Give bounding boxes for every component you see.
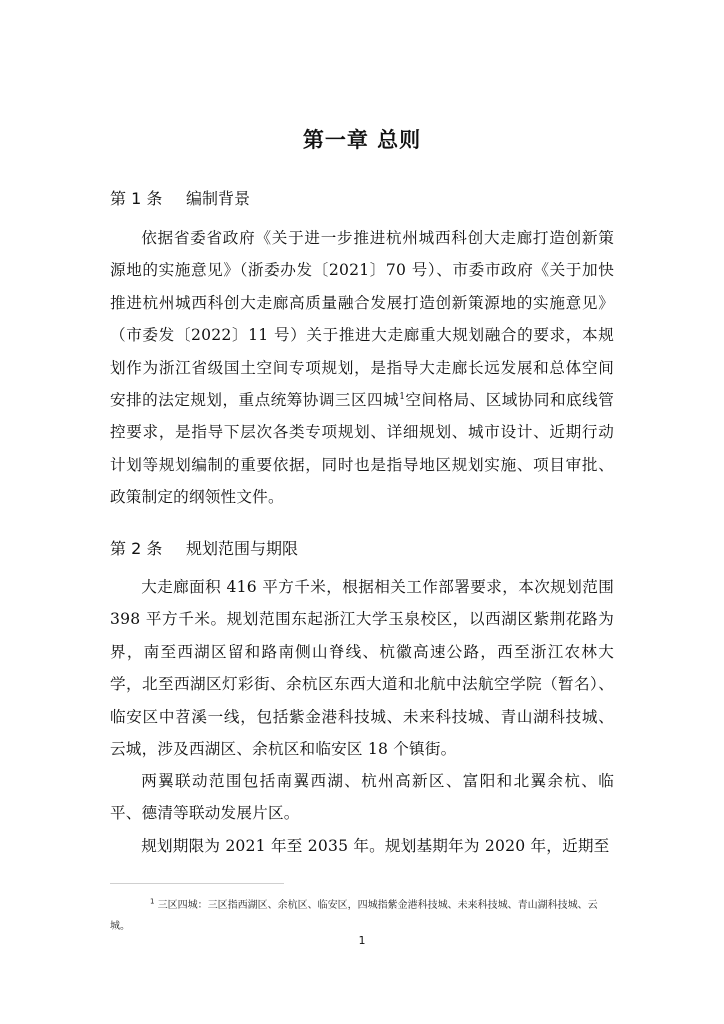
footnote-reference[interactable]: 1 (399, 391, 406, 402)
article-2-title: 规划范围与期限 (186, 539, 299, 558)
footnote-text: 三区四城：三区指西湖区、余杭区、临安区，四城指紫金港科技城、未来科技城、青山湖科技城、云城。 (110, 900, 598, 932)
chapter-title: 第一章 总则 (302, 128, 422, 152)
footnote-divider (110, 883, 284, 884)
article-1-title: 编制背景 (186, 189, 251, 208)
article-1-text-part-2: 空间格局、区域协同和底线管控要求，是指导下层次各类专项规划、详细规划、城市设计、近期行动计划等规划编制的重要依据，同时也是指导地区规划实施、项目审批、政策制定的纲领性文件。 (110, 391, 614, 507)
footnote-marker: 1 (150, 897, 155, 906)
article-2-paragraph-1: 大走廊面积 416 平方千米，根据相关工作部署要求，本次规划范围 398 平方千米。规划范围东起浙江大学玉泉校区，以西湖区紫荆花路为界，南至西湖区留和路南侧山脊线、杭徽高速公路，西至浙江农林大学，北至西湖区灯彩街、余杭区东西大道和北航中法航空学院（暂名）、临安区中苕溪一线，包括紫金港科技城、未来科技城、青山湖科技城、云城，涉及西湖区、余杭区和临安区 18 个镇街。 (110, 578, 614, 759)
article-2-paragraph-3: 规划期限为 2021 年至 2035 年。规划基期年为 2020 年，近期至 (141, 837, 610, 855)
footnote (110, 895, 614, 937)
article-2-paragraph-2: 两翼联动范围包括南翼西湖、杭州高新区、富阳和北翼余杭、临平、德清等联动发展片区。 (110, 772, 614, 823)
article-2-number: 第 2 条 (110, 539, 163, 558)
article-2-heading (110, 536, 298, 559)
article-1-text-part-1: 依据省委省政府《关于进一步推进杭州城西科创大走廊打造创新策源地的实施意见》（浙委办发〔2021〕70 号）、市委市政府《关于加快推进杭州城西科创大走廊高质量融合发展打造创新策源地的实施意见》（市委发〔2022〕11 号）关于推进大走廊重大规划融合的要求，本规划作为浙江省级国土空间专项规划，是指导大走廊长远发展和总体空间安排的法定规划，重点统筹协调三区四城 (110, 229, 614, 410)
article-1-heading (110, 186, 250, 209)
article-1-number: 第 1 条 (110, 189, 163, 208)
article-1-paragraph (110, 222, 614, 514)
page-number: 1 (358, 934, 366, 947)
